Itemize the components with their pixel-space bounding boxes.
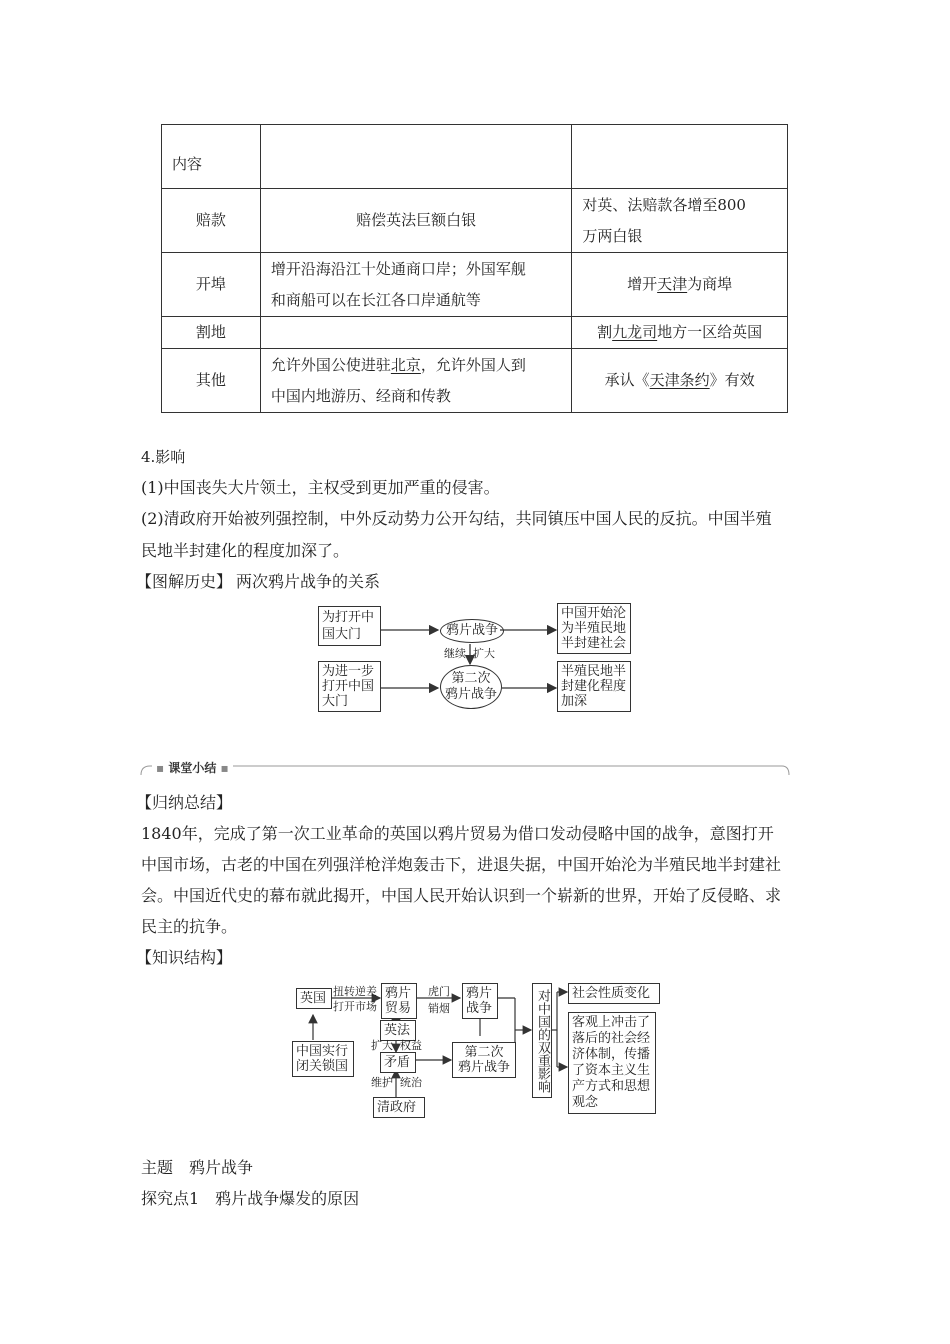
row-second-line1: 对英、法赔款各增至800: [582, 195, 746, 214]
heading-tag: 【图解历史】: [136, 572, 233, 591]
label-expand-rights-2: 权益: [400, 1039, 422, 1052]
box-line: 半殖民地半: [561, 664, 627, 679]
box-line: 为打开中: [322, 610, 375, 625]
box-britain-france: 英法: [380, 1020, 416, 1041]
table-header-content: 内容: [162, 125, 261, 189]
underlined-term: 北京: [390, 355, 421, 374]
impact-heading: 4.影响: [141, 448, 186, 466]
text-pre: 割: [597, 323, 613, 341]
box-line: 鸦片: [385, 986, 412, 1001]
structure-heading: 【知识结构】: [136, 948, 233, 967]
box-line: 半封建社会: [561, 636, 627, 651]
impact-point-2-line1: (2)清政府开始被列强控制，中外反动势力公开勾结，共同镇压中国人民的反抗。中国半殖: [141, 509, 772, 528]
reason-box-1: [318, 606, 381, 646]
box-line: 为半殖民地: [561, 621, 627, 636]
result-box-2: [557, 661, 631, 712]
box-line: 为进一步: [322, 664, 375, 679]
reason-box-2: [318, 661, 381, 712]
box-line: 了资本主义生: [572, 1063, 651, 1078]
bullet-icon: ▪: [156, 761, 165, 775]
box-line: 观念: [572, 1095, 599, 1110]
row-first: 赔偿英法巨额白银: [260, 189, 571, 253]
box-line: 鸦片战争: [457, 1060, 510, 1075]
result-box-1: [557, 603, 631, 654]
label-reverse-deficit: 扭转逆差: [333, 985, 377, 998]
heading-text: 两次鸦片战争的关系: [236, 572, 381, 591]
box-line: 中国开始沦: [561, 606, 627, 621]
box-line: 贸易: [385, 1001, 412, 1016]
box-line: 落后的社会经: [572, 1031, 651, 1046]
text-pre: 允许外国公使进驻: [270, 355, 391, 374]
box-britain: 英国: [296, 988, 332, 1009]
box-second-opium-war: [452, 1042, 516, 1078]
bullet-icon: ▪: [220, 761, 229, 775]
text-post: 为商埠: [687, 275, 733, 293]
box-line: 闭关锁国: [296, 1059, 349, 1074]
box-conflict: 矛盾: [380, 1052, 416, 1073]
row-item: 开埠: [162, 253, 261, 317]
text-post: 》有效: [709, 371, 755, 389]
box-line: 客观上冲击了: [572, 1015, 651, 1030]
label-maintain: 维护: [371, 1076, 393, 1089]
box-closed-door: [292, 1041, 354, 1077]
box-social-change: 社会性质变化: [568, 983, 660, 1004]
section-title-text: 课堂小结: [168, 761, 217, 775]
oval-line: 鸦片战争: [444, 687, 497, 702]
box-line: 加深: [561, 694, 588, 709]
impact-point-1: (1)中国丧失大片领土，主权受到更加严重的侵害。: [141, 478, 500, 497]
box-line: 中国实行: [296, 1044, 349, 1059]
summary-line: 会。中国近代史的幕布就此揭开，中国人民开始认识到一个崭新的世界，开始了反侵略、求: [141, 886, 782, 905]
box-line: 打开中国: [322, 679, 375, 694]
row-item: 赔款: [162, 189, 261, 253]
summary-line: 1840年，完成了第一次工业革命的英国以鸦片贸易为借口发动侵略中国的战争，意图打开: [141, 824, 774, 843]
summary-line: 民主的抗争。: [141, 917, 238, 936]
row-first-line1: 增开沿海沿江十处通商口岸；外国军舰: [270, 259, 526, 278]
impact-point-2-line2: 民地半封建化的程度加深了。: [141, 541, 350, 560]
label-humen: 虎门: [428, 985, 450, 998]
underlined-term: 天津条约: [649, 371, 710, 389]
text-post: ，允许外国人到: [420, 355, 526, 374]
label-expand-rights-1: 扩大: [371, 1039, 393, 1052]
underlined-term: 九龙司: [612, 323, 658, 341]
box-objective-impact: [568, 1012, 656, 1114]
box-line: 封建化程度: [561, 679, 627, 694]
box-line: 产方式和思想: [572, 1079, 651, 1094]
summary-heading: 【归纳总结】: [136, 793, 233, 812]
label-destroy-opium: 销烟: [428, 1002, 450, 1015]
box-line: 战争: [466, 1001, 493, 1016]
box-opium-trade: [381, 983, 417, 1019]
oval-line: 第二次: [451, 671, 491, 686]
row-second-line2: 万两白银: [582, 226, 643, 245]
underlined-term: 天津: [657, 275, 688, 293]
text-post: 地方一区给英国: [657, 323, 763, 341]
summary-line: 中国市场，古老的中国在列强洋枪洋炮轰击下，进退失据，中国开始沦为半殖民地半封建社: [141, 855, 782, 874]
topic-title: 主题 鸦片战争: [141, 1158, 254, 1177]
box-line: 济体制，传播: [572, 1047, 651, 1062]
box-line: 鸦片: [466, 986, 493, 1001]
exploration-point: 探究点1 鸦片战争爆发的原因: [141, 1189, 360, 1208]
box-qing-government: 清政府: [373, 1097, 425, 1118]
text-pre: 承认《: [604, 371, 650, 389]
label-rule: 统治: [400, 1076, 422, 1089]
label-open-market: 打开市场: [333, 1000, 377, 1013]
oval-opium-war: 鸦片战争: [440, 619, 504, 643]
box-opium-war: [462, 983, 498, 1019]
row-item: 割地: [162, 317, 261, 349]
section-title: [152, 759, 233, 776]
box-dual-impact: 对中国的双重影响: [532, 983, 552, 1098]
row-item: 其他: [162, 349, 261, 413]
box-line: 第二次: [464, 1045, 504, 1060]
box-line: 国大门: [322, 627, 362, 642]
text-pre: 增开: [627, 275, 658, 293]
oval-second-opium-war: [440, 665, 502, 709]
box-line: 大门: [322, 694, 349, 709]
label-continue: 继续: [444, 647, 466, 660]
row-first-line2: 和商船可以在长江各口岸通航等: [270, 290, 481, 309]
row-first-line2: 中国内地游历、经商和传教: [270, 386, 451, 405]
label-expand: 扩大: [473, 647, 495, 660]
